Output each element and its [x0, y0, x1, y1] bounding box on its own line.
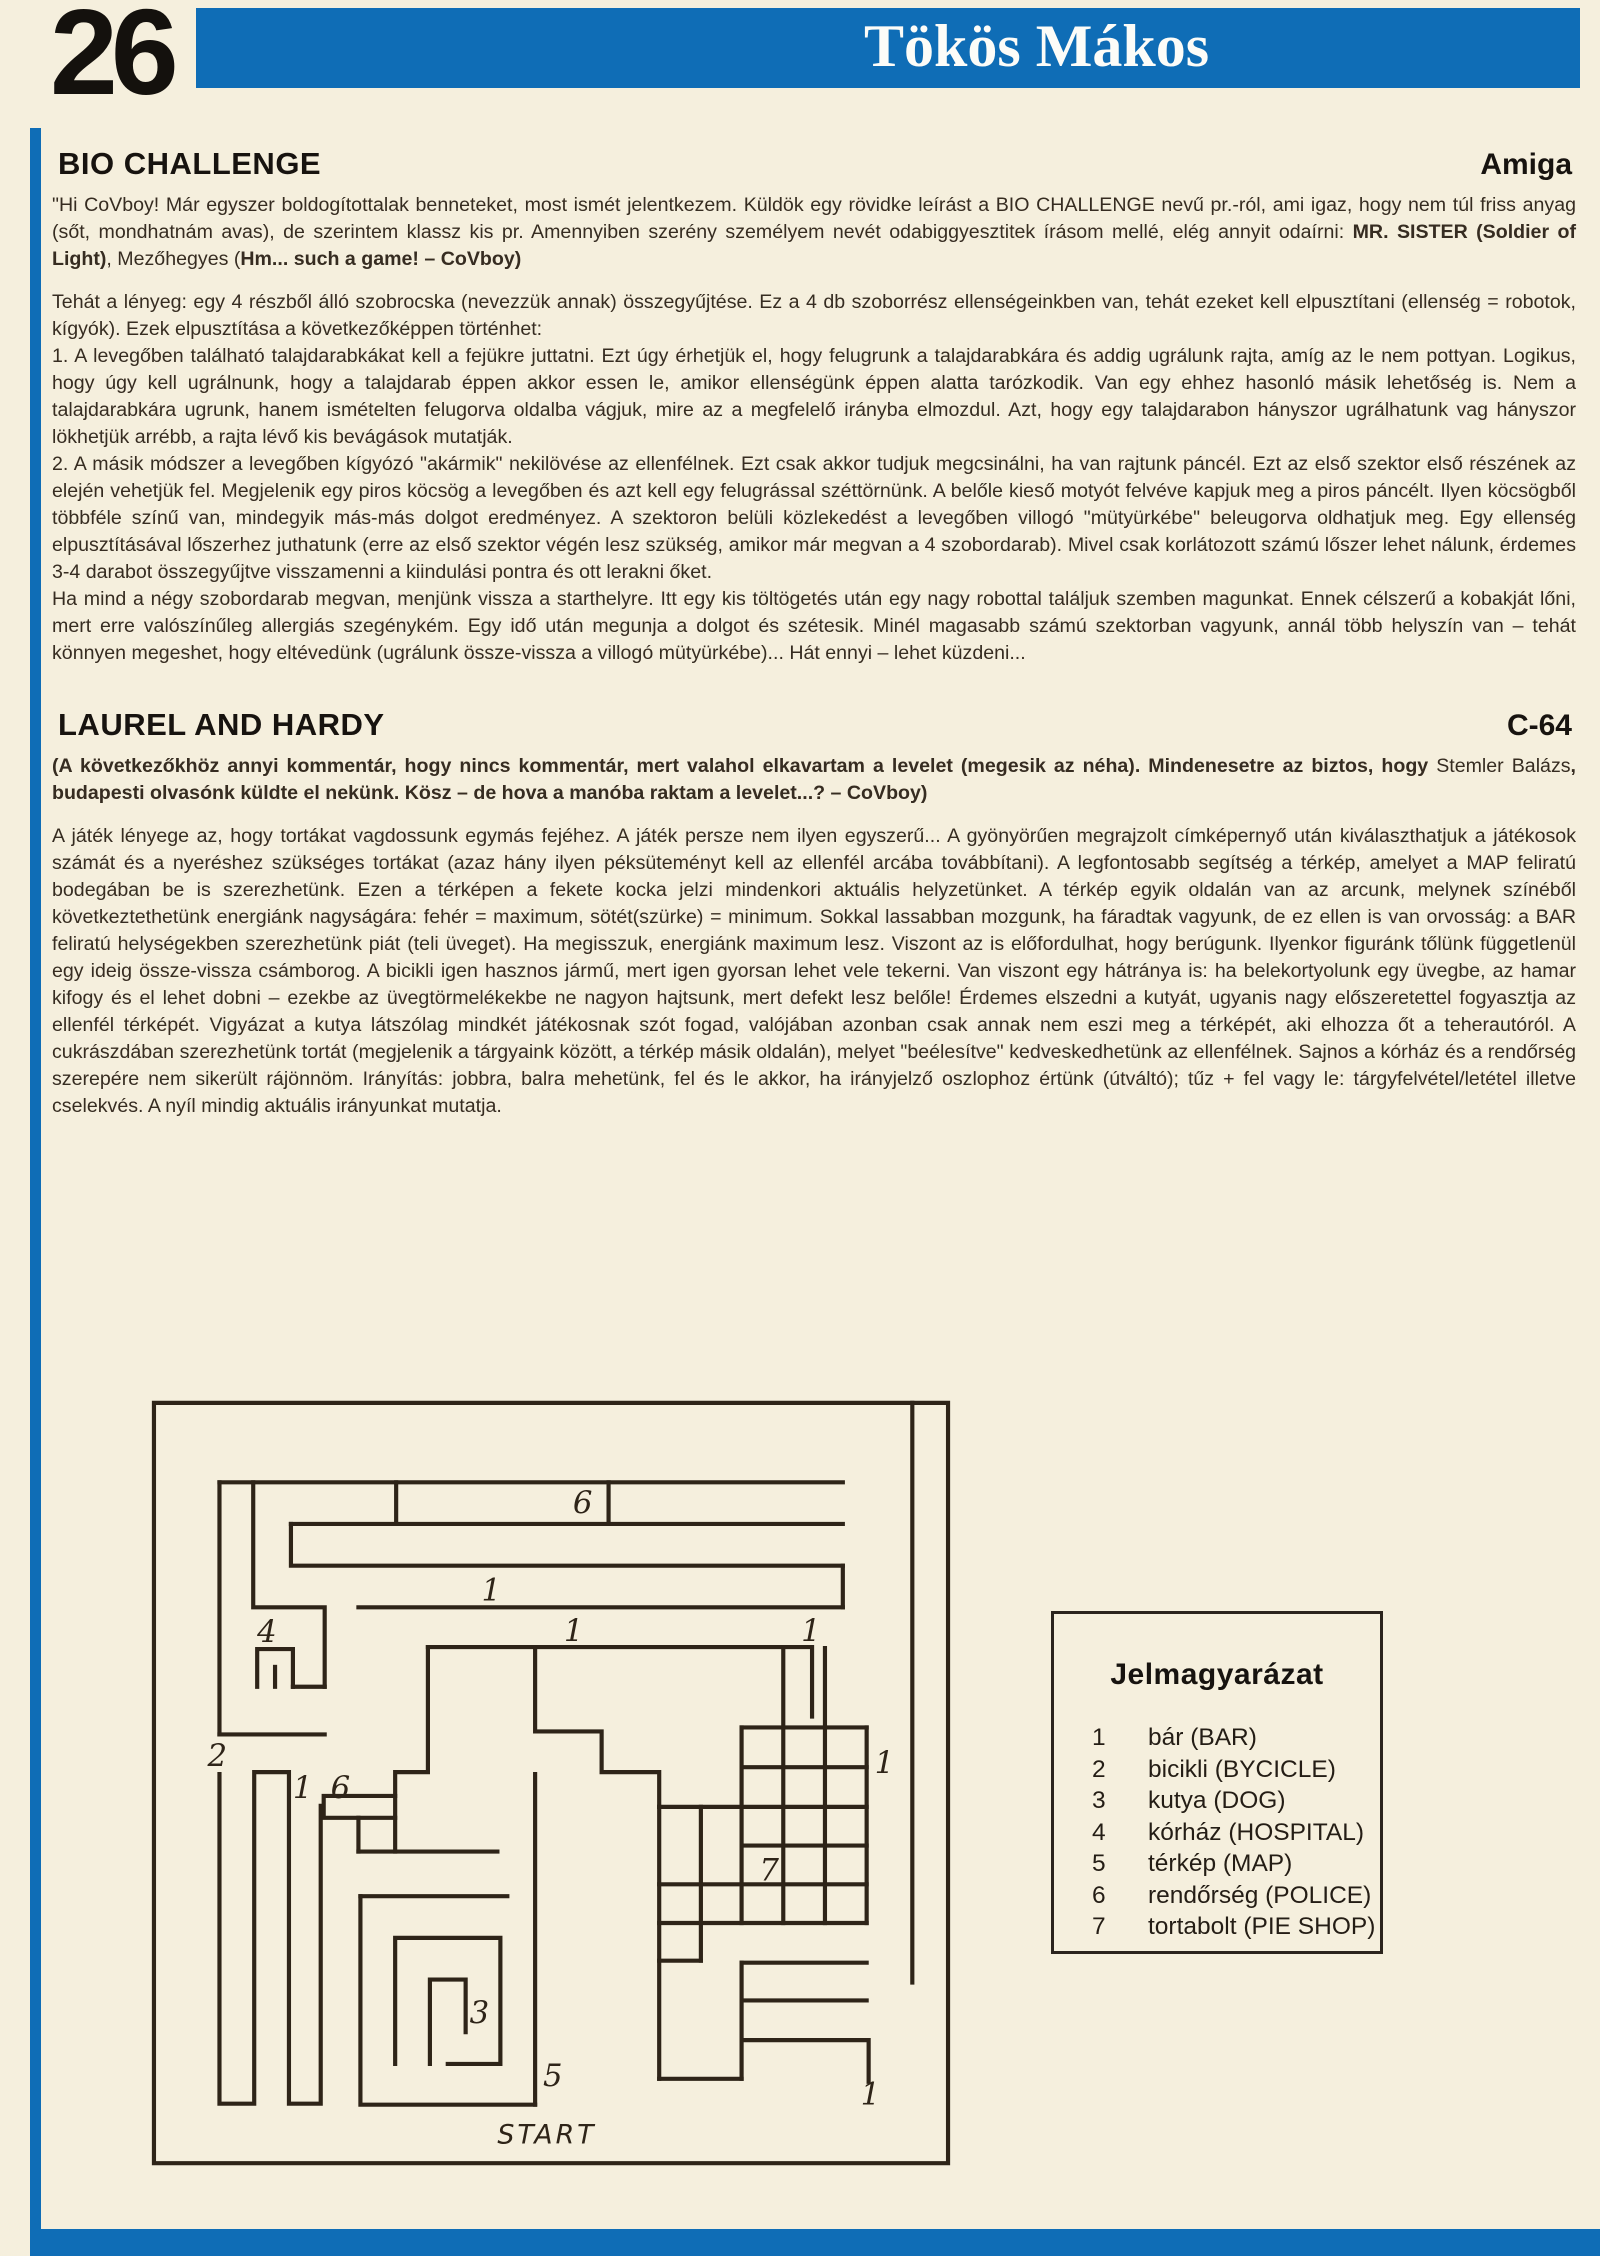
maze-number-label: 6	[572, 1485, 593, 1522]
maze-number-label: 5	[543, 2057, 563, 2094]
legend-item-label: bicikli (BYCICLE)	[1148, 1755, 1336, 1783]
laurel-article-title: LAUREL AND HARDY	[58, 707, 385, 742]
maze-wall	[395, 1647, 428, 1796]
legend-item-number: 5	[1092, 1850, 1106, 1877]
laurel-article-header	[58, 707, 1572, 743]
maze-wall	[253, 1482, 324, 1686]
legend-title: Jelmagyarázat	[1110, 1658, 1324, 1691]
laurel-body-paragraph: A játék lényege az, hogy tortákat vagdossunk egymás fejéhez. A játék persze nem ilyen egyszerű... A gyönyörűen megrajzolt címképernyő után kiválaszthatjuk a játékosok számát és a nyeréshez szükséges tortákat (azaz hány ilyen péksüteményt kell az ellenfél arcába továbbítani). A legfontosabb segítség a térkép, amelyet a MAP feliratú bodegában be is szerezhetünk. Ezen a térképen a fekete kocka jelzi mindenkori aktuális helyzetünket. A térkép egyik oldalán van az arcunk, melynek színéből következtethetünk energiánk nagyságára: fehér = maximum, sötét(szürke) = minimum. Sokkal lassabban mozgunk, ha fáradtak vagyunk, de ez ellen is van orvosság: a BAR feliratú helységekben szerezhetünk piát (teli üveget). Ha megisszuk, energiánk maximum lesz. Viszont az is előfordulhat, hogy berúgunk. Ilyenkor figuránk tőlünk függetlenül egy ideig össze-vissza csámborog. A bicikli igen hasznos jármű, mert igen gyorsan lehet vele tekerni. Van viszont egy hátránya is: ha belekortyolunk egy üvegbe, az hamar kifogy és el lehet dobni – ezekbe az üvegtörmelékekbe ne nagyon hajtsunk, mert defekt lesz belőle! Érdemes elszedni a kutyát, ugyanis nagy előszeretettel fogyasztja az ellenfél térképét. Vigyázat a kutya látszólag mindkét játékosnak szót fogad, valójában azonban csak annak nem eszi meg a térképét, aki elhozza őt a teherautóról. A cukrászdában szerezhetünk tortát (megjelenik a tárgyaink között, a térkép másik oldalán), melyet "beélesítve" kedveskedhetünk az ellenfélnek. Sajnos a kórház és a rendőrség szerepére nem sikerült rájönnöm. Irányítás: jobbra, balra mehetünk, fel és le akkor, ha irányjelző oszlophoz értünk (útváltó); tűz + fel vagy le: tárgyfelvétel/letétel illetve cselekvés. A nyíl mindig aktuális irányunkat mutatja.	[52, 825, 1576, 1117]
legend-box	[1051, 1611, 1383, 1954]
maze-wall	[428, 1647, 812, 1716]
legend-item	[1054, 1722, 1380, 1754]
laurel-platform-label: C-64	[1506, 709, 1572, 742]
laurel-note-name: Stemler Balázs	[1436, 755, 1571, 777]
maze-wall	[360, 1896, 535, 2104]
page-number: 26	[50, 0, 172, 120]
legend-item-number: 1	[1092, 1724, 1106, 1751]
maze-number-label: 4	[257, 1614, 277, 1651]
maze-wall	[291, 1524, 843, 1566]
maze-start-label: START	[497, 2119, 597, 2151]
legend-item	[1054, 1754, 1380, 1786]
article-bio-challenge	[52, 146, 1576, 667]
laurel-editor-note	[52, 753, 1576, 807]
legend-item	[1054, 1911, 1380, 1943]
maze-number-label: 1	[481, 1572, 502, 1609]
legend-item-label: rendőrség (POLICE)	[1148, 1881, 1372, 1909]
bio-article-title: BIO CHALLENGE	[58, 146, 322, 181]
maze-wall	[535, 1647, 659, 1807]
maze-number-label: 1	[874, 1745, 895, 1782]
maze-drawing	[148, 1390, 954, 2188]
maze-wall	[430, 1980, 466, 2064]
bio-platform-label: Amiga	[1480, 148, 1572, 181]
legend-item-number: 2	[1092, 1755, 1106, 1783]
laurel-note-bold-2: , budapesti olvasónk küldte el nekünk. Kösz – de hova a manóba raktam a levelet...? – CoVboy)	[52, 755, 1576, 804]
bio-intro-text-2: , Mezőhegyes (	[106, 248, 241, 270]
title-bar	[196, 8, 1580, 88]
legend-item-label: kórház (HOSPITAL)	[1148, 1818, 1365, 1846]
maze-number-label: 2	[207, 1738, 228, 1775]
legend-item-label: térkép (MAP)	[1148, 1850, 1293, 1877]
maze-number-label: 1	[563, 1613, 584, 1650]
legend-item-number: 3	[1092, 1787, 1106, 1814]
laurel-note-bold-1: (A következőkhöz annyi kommentár, hogy nincs kommentár, mert valahol elkavartam a levelet (megesik az néha). Mindenesetre az biztos, hogy	[52, 755, 1437, 777]
bio-intro-bold-1: MR. SISTER (Soldier of Light)	[52, 221, 1576, 270]
game-map-figure	[148, 1390, 954, 2188]
page-title: Tökös Mákos	[864, 13, 1210, 79]
bio-intro-bold-2: Hm... such a game! – CoVboy)	[240, 248, 522, 270]
legend-item	[1054, 1848, 1380, 1880]
legend-item-label: bár (BAR)	[1148, 1724, 1257, 1751]
legend-item	[1054, 1880, 1380, 1912]
article-laurel-and-hardy	[52, 707, 1576, 1120]
maze-number-label: 1	[801, 1613, 821, 1650]
bottom-accent-bar	[30, 2229, 1600, 2256]
legend-item	[1054, 1817, 1380, 1849]
legend-items	[1054, 1722, 1380, 1943]
page-content	[52, 146, 1576, 1120]
legend-item-number: 4	[1092, 1818, 1106, 1846]
legend-item-number: 6	[1092, 1881, 1106, 1909]
bio-paragraph: Tehát a lényeg: egy 4 részből álló szobrocska (nevezzük annak) összegyűjtése. Ez a 4 db szoborrész ellenségeinkben van, tehát ezeket kell elpusztítani (ellenség = robotok, kígyók). Ezek elpusztítása a következőképpen történhet:	[52, 291, 1576, 340]
legend-item	[1054, 1785, 1380, 1817]
bio-paragraph-item-2: 2. A másik módszer a levegőben kígyózó "akármik" nekilövése az ellenfélnek. Ezt csak akkor tudjuk megcsinálni, ha van rajtunk páncél. Ezt az első szektor első részének az elején vehetjük fel. Megjelenik egy piros köcsög a levegőben és azt kell egy felugrással széttörnünk. A belőle kieső motyót felvéve kapjuk meg a piros páncélt. Ilyen köcsögből többféle színű van, mindegyik más-más dolgot eredményez. A szektoron belüli közlekedést a levegőben villogó "mütyürkébe" beleugorva oldhatjuk meg. Egy ellenség elpusztításával lőszerhez juthatunk (erre az első szektor végén lesz szükség, amikor már megvan a 4 szobordarab). Mivel csak korlátozott számú lőszer lehet nálunk, érdemes 3-4 darabot összegyűjtve visszamenni a kiindulási pontra és ott lerakni őket.	[52, 453, 1576, 583]
legend-item-number: 7	[1092, 1913, 1106, 1940]
legend-item-label: kutya (DOG)	[1148, 1787, 1286, 1814]
maze-wall	[742, 2040, 869, 2082]
maze-number-label: 3	[469, 1995, 490, 2032]
maze-wall	[154, 1403, 948, 2163]
maze-number-label: 6	[330, 1769, 351, 1806]
bio-intro-text-1: "Hi CoVboy! Már egyszer boldogítottalak benneteket, most ismét jelentkezem. Küldök egy rövidke leírást a BIO CHALLENGE nevű pr.-ról, ami igaz, hogy nem túl friss anyag (sőt, mondhatnám avas), de szerintem klassz kis pr. Amennyiben szerény személyem nevét odabiggyesztitek írásom mellé, elég annyit odaírni:	[52, 194, 1576, 243]
maze-number-label: 7	[759, 1852, 780, 1889]
maze-number-label: 1	[860, 2076, 881, 2113]
left-accent-bar	[30, 128, 41, 2256]
bio-paragraph-closing: Ha mind a négy szobordarab megvan, menjünk vissza a starthelyre. Itt egy kis töltögetés után egy nagy robottal találjuk szemben magunkat. Ennek célszerű a kobakját lőni, mert erre valószínűleg allergiás szegénykém. Egy idő után megunja a dolgot és szétesik. Minél magasabb számú szektorban vagyunk, annál több helyszín van – tehát könnyen megeshet, hogy eltévedünk (ugrálunk össze-vissza a villogó mütyürkébe)... Hát ennyi – lehet küzdeni...	[52, 588, 1576, 664]
bio-paragraph-item-1: 1. A levegőben található talajdarabkákat kell a fejükre juttatni. Ezt úgy érhetjük el, hogy felugrunk a talajdarabkára és addig ugrálunk rajta, amíg az le nem pottyan. Logikus, hogy úgy kell ugrálnunk, hogy a talajdarab éppen akkor essen le, amikor ellenségünk éppen alatta tarózkodik. Van egy ehhez hasonló másik lehetőség is. Nem a talajdarabkára ugrunk, hanem ismételten felugorva oldalba vágjuk, mire az a megfelelő irányba elmozdul. Azt, hogy egy talajdarabon hányszor ugrálhatunk vag hányszor lökhetjük arrébb, a rajta lévő kis bevágások mutatják.	[52, 345, 1576, 448]
bio-intro-paragraph	[52, 192, 1576, 273]
maze-wall	[219, 1769, 320, 2104]
legend-item-label: tortabolt (PIE SHOP)	[1148, 1913, 1376, 1940]
maze-number-label: 1	[292, 1769, 313, 1806]
bio-article-header	[58, 146, 1572, 182]
